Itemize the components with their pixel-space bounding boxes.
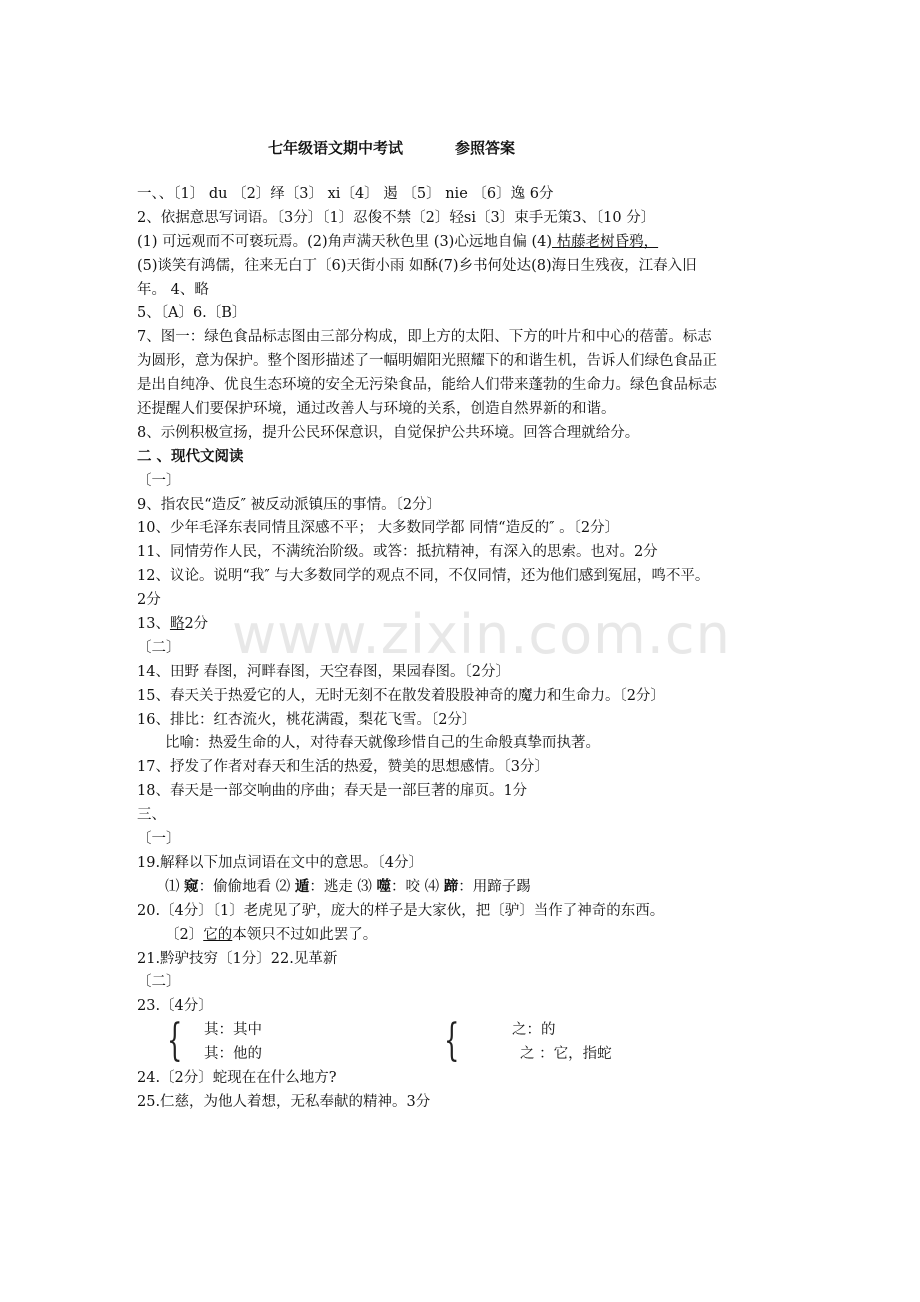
subsection-3-1: 〔一〕 [137, 831, 181, 848]
answer-line-30 [137, 876, 787, 900]
subsection-2: 〔二〕 [137, 639, 181, 656]
answer-line-7: 7、图一：绿色食品标志图由三部分构成，即上方的太阳、下方的叶片和中心的蓓蕾。标志 [137, 329, 712, 346]
answer-line-16: 11、同情劳作人民，不满统治阶级。或答：抵抗精神，有深入的思索。也对。2分 [137, 544, 658, 561]
answer-line-18: 2分 [137, 592, 161, 609]
q13-label: 13、 [137, 616, 170, 633]
section-heading-3: 三、 [137, 807, 166, 824]
brace-left-a: 其：其中 [204, 1022, 262, 1039]
answer-line-5: 年。 4、略 [137, 281, 209, 298]
answer-line-15: 10、少年毛泽东表同情且深感不平； 大多数同学都 同情“造反的″ 。〔2分〕 [137, 520, 620, 537]
item-1-num: ⑴ [165, 878, 185, 895]
answer-line-35: 23.〔4分〕 [137, 998, 213, 1015]
def-2: ：逃走 ⑶ [309, 878, 377, 895]
q20-2-text: 本领只不过如此罢了。 [232, 926, 378, 943]
answer-line-10: 还提醒人们要保护环境，通过改善人与环境的关系，创造自然界新的和谐。 [137, 401, 616, 418]
brace-group [137, 1015, 787, 1067]
word-2: 遁 [294, 878, 310, 895]
answer-line-14: 9、指农民“造反″ 被反动派镇压的事情。〔2分〕 [137, 496, 442, 513]
answer-line-11: 8、示例积极宣扬，提升公民环保意识，自觉保护公共环境。回答合理就给分。 [137, 424, 640, 441]
answer-line-33: 21.黔驴技穷〔1分〕22.见革新 [137, 950, 338, 967]
right-group-brace-icon: { [444, 1015, 460, 1067]
def-3: ：咬 ⑷ [391, 878, 444, 895]
q20-2-underlined: 它的 [203, 926, 233, 943]
answer-line-3 [137, 231, 787, 255]
title-sub: 参照答案 [455, 139, 516, 157]
answer-line-8: 为圆形，意为保护。整个图形描述了一幅明媚阳光照耀下的和谐生机，告诉人们绿色食品正 [137, 353, 717, 370]
answer-line-29: 19.解释以下加点词语在文中的意思。〔4分〕 [137, 854, 424, 871]
answer-body [137, 183, 787, 1115]
left-brace-icon: { [167, 1015, 183, 1067]
answer-line-32 [137, 924, 787, 948]
answer-line-25: 17、抒发了作者对春天和生活的热爱，赞美的思想感情。〔3分〕 [137, 759, 549, 776]
answer-line-22: 15、春天关于热爱它的人，无时无刻不在散发着股股神奇的魔力和生命力。〔2分〕 [137, 687, 665, 704]
title-main: 七年级语文期中考试 [268, 139, 404, 157]
q20-2-label: 〔2〕 [165, 926, 204, 943]
answer-line-1: 一、、〔1〕 du 〔2〕绎〔3〕 xi〔4〕 遏 〔5〕 nie 〔6〕逸 6分 [137, 186, 554, 202]
answer-line-37: 25.仁慈，为他人着想，无私奉献的精神。3分 [137, 1094, 431, 1111]
def-1: ：偷偷地看 ⑵ [198, 878, 295, 895]
answer-line-6: 5、〔A〕6.〔B〕 [137, 305, 247, 322]
def-4: ：用蹄子踢 [458, 878, 531, 895]
watermark: www.zixin.com.cn [232, 603, 731, 666]
q13-answer: 略 [169, 616, 185, 633]
q13-score: 2分 [184, 616, 209, 633]
answer-line-24: 比喻：热爱生命的人，对待春天就像珍惜自己的生命般真挚而执著。 [165, 735, 600, 752]
subsection-1: 〔一〕 [137, 472, 181, 489]
answer-line-2: 2、依据意思写词语。〔3分〕〔1〕忍俊不禁〔2〕轻si〔3〕束手无策3、〔10 分〕 [137, 209, 656, 226]
brace-right-a: 之：的 [512, 1022, 556, 1039]
answer-line-4: (5)谈笑有鸿儒，往来无白丁〔6)天街小雨 如酥(7)乡书何处达(8)海日生残夜，江春入旧 [137, 257, 697, 274]
answer-line-17: 12、议论。说明“我″ 与大多数同学的观点不同，不仅同情，还为他们感到冤屈，鸣不平。 [137, 568, 710, 585]
line3-underlined: 枯藤老树昏鸦， [551, 233, 659, 250]
subsection-3-2: 〔二〕 [137, 974, 181, 991]
brace-right-b: 之 ：它，指蛇 [520, 1046, 612, 1063]
answer-line-19 [137, 613, 787, 637]
word-3: 噬 [376, 878, 392, 895]
line3-text: (1) 可远观而不可亵玩焉。(2)角声满天秋色里 (3)心远地自偏 (4) [137, 233, 552, 250]
answer-line-23: 16、排比：红杏流火，桃花满霞，梨花飞雪。〔2分〕 [137, 711, 477, 728]
word-1: 窥 [184, 878, 199, 895]
answer-line-31: 20.〔4分〕〔1〕老虎见了驴，庞大的样子是大家伙，把〔驴〕当作了神奇的东西。 [137, 902, 665, 919]
word-4: 蹄 [443, 878, 459, 895]
section-heading-2: 二 、现代文阅读 [137, 448, 244, 465]
answer-line-26: 18、春天是一部交响曲的序曲；春天是一部巨著的扉页。1分 [137, 783, 528, 800]
brace-left-b: 其：他的 [204, 1046, 262, 1063]
answer-line-9: 是出自纯净、优良生态环境的安全无污染食品，能给人们带来蓬勃的生命力。绿色食品标志 [137, 377, 717, 394]
answer-line-21: 14、田野 春图，河畔春图，天空春图，果园春图。〔2分〕 [137, 663, 511, 680]
answer-line-36: 24.〔2分〕蛇现在在什么地方? [137, 1070, 337, 1087]
